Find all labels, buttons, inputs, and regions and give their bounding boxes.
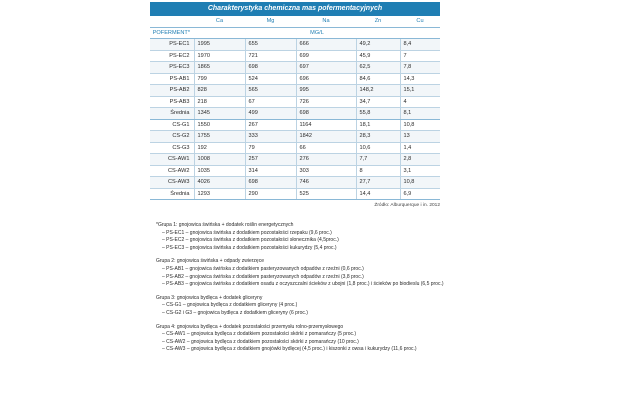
table-row — [150, 73, 440, 85]
table-cell: 699 — [296, 50, 356, 62]
legend-item: – PS-EC3 – gnojowica świńska z dodatkiem pozostałości kukurydzy (5,4 proc.) — [162, 244, 337, 251]
table-cell: 1995 — [194, 39, 245, 51]
table-cell: 15,1 — [400, 85, 440, 97]
legend-group — [156, 295, 446, 318]
legend-item: – PS-AB1 – gnojowica świńska z dodatkiem pasteryzowanych odpadów z rzeźni (0,6 proc.) — [162, 265, 364, 272]
legend-group-title: *Grupa 1: gnojowica świńska + dodatek roślin energetycznych — [156, 222, 294, 228]
table-cell: 1035 — [194, 165, 245, 177]
table-cell: 666 — [296, 39, 356, 51]
table-cell: 8,4 — [400, 39, 440, 51]
legend-item: – PS-AB3 – gnojowica świńska z dodatkiem osadu z oczyszczalni ścieków z ubojni (1,8 proc.) i ścieków po biodieslu (6,5 proc.) — [162, 281, 444, 288]
table-cell: 267 — [245, 119, 296, 131]
legend-item: – CS-G1 – gnojowica bydlęca z dodatkiem gliceryny (4 proc.) — [162, 302, 298, 309]
unit-row — [150, 27, 440, 39]
table-cell: 13 — [400, 131, 440, 143]
table-cell: 1970 — [194, 50, 245, 62]
legend-group-title: Grupa 3: gnojowica bydlęca + dodatek gliceryny — [156, 294, 263, 301]
row-label: CS-G2 — [150, 131, 194, 143]
legend-item: – PS-EC1 – gnojowica świńska z dodatkiem pozostałości rzepaku (9,6 proc.) — [162, 229, 332, 236]
row-label: CS-AW3 — [150, 177, 194, 189]
table-cell: 79 — [245, 142, 296, 154]
table-cell: 10,8 — [400, 177, 440, 189]
table-cell: 1842 — [296, 131, 356, 143]
column-header-ca: Ca — [194, 16, 245, 27]
table-cell: 721 — [245, 50, 296, 62]
table-cell: 1865 — [194, 62, 245, 74]
table-cell: 14,4 — [356, 188, 400, 200]
row-label: CS-G3 — [150, 142, 194, 154]
legend-item: – CS-AW1 – gnojowica bydlęca z dodatkiem pozostałości skórki z pomarańczy (5 proc.) — [162, 331, 357, 338]
table-cell: 698 — [245, 177, 296, 189]
table-row — [150, 188, 440, 200]
table-cell: 84,6 — [356, 73, 400, 85]
table-cell: 290 — [245, 188, 296, 200]
legend — [156, 222, 446, 360]
table-cell: 66 — [296, 142, 356, 154]
table-cell: 314 — [245, 165, 296, 177]
legend-item: – CS-AW2 – gnojowica bydlęca z dodatkiem pozostałości skórki z pomarańczy (10 proc.) — [162, 338, 359, 345]
table-cell: 1293 — [194, 188, 245, 200]
table-cell: 828 — [194, 85, 245, 97]
column-header-cu: Cu — [400, 16, 440, 27]
table-cell: 10,6 — [356, 142, 400, 154]
table-cell: 524 — [245, 73, 296, 85]
table-cell: 746 — [296, 177, 356, 189]
table-cell: 1755 — [194, 131, 245, 143]
table-cell: 10,8 — [400, 119, 440, 131]
chemistry-table-panel — [150, 2, 440, 210]
table-cell: 995 — [296, 85, 356, 97]
corner-label: POFERMENT* — [150, 27, 194, 39]
table-cell: 698 — [296, 108, 356, 120]
table-cell: 257 — [245, 154, 296, 166]
table-cell: 2,8 — [400, 154, 440, 166]
table-row — [150, 165, 440, 177]
table-cell: 49,2 — [356, 39, 400, 51]
row-label: PS-EC2 — [150, 50, 194, 62]
header-blank — [150, 16, 194, 27]
table-cell: 7,7 — [356, 154, 400, 166]
legend-group-title: Grupa 4: gnojowica bydlęca + dodatek pozostałości przemysłu rolno-przemysłowego — [156, 323, 344, 330]
table-cell: 45,9 — [356, 50, 400, 62]
table-row — [150, 50, 440, 62]
column-header-zn: Zn — [356, 16, 400, 27]
table-cell: 1008 — [194, 154, 245, 166]
table-cell: 62,5 — [356, 62, 400, 74]
table-cell: 6,9 — [400, 188, 440, 200]
table-body — [150, 39, 440, 200]
header-row — [150, 16, 440, 27]
table-cell: 218 — [194, 96, 245, 108]
table-cell: 8 — [356, 165, 400, 177]
table-cell: 27,7 — [356, 177, 400, 189]
legend-item: – PS-EC2 – gnojowica świńska z dodatkiem pozostałości słonecznika (4,5proc.) — [162, 237, 339, 244]
row-label: PS-AB1 — [150, 73, 194, 85]
table-cell: 1345 — [194, 108, 245, 120]
table-cell: 7,8 — [400, 62, 440, 74]
table-title: Charakterystyka chemiczna mas pofermentacyjnych — [150, 2, 440, 16]
legend-item: – CS-AW3 – gnojowica bydlęca z dodatkiem gnojówki bydlęcej (4,5 proc.) i kiszonki z owsa i kukurydzy (11,6 proc.) — [162, 346, 417, 353]
column-header-na: Na — [296, 16, 356, 27]
table-cell: 655 — [245, 39, 296, 51]
legend-group-title: Grupa 2: gnojowica świńska + odpady zwierzęce — [156, 258, 264, 265]
table-cell: 276 — [296, 154, 356, 166]
table-cell: 697 — [296, 62, 356, 74]
column-header-mg: Mg — [245, 16, 296, 27]
table-cell: 34,7 — [356, 96, 400, 108]
source-note: Źródło: Alburquerque i in. 2012 — [374, 203, 440, 208]
table-cell: 4026 — [194, 177, 245, 189]
legend-item: – CS-G2 i G3 – gnojowica bydlęca z dodatkiem gliceryny (6 proc.) — [162, 309, 308, 316]
table-cell: 192 — [194, 142, 245, 154]
table-cell: 148,2 — [356, 85, 400, 97]
row-label: PS-EC3 — [150, 62, 194, 74]
chemistry-table — [150, 16, 440, 200]
table-cell: 1550 — [194, 119, 245, 131]
table-row — [150, 131, 440, 143]
table-cell: 799 — [194, 73, 245, 85]
table-cell: 28,3 — [356, 131, 400, 143]
table-cell: 698 — [245, 62, 296, 74]
table-row — [150, 108, 440, 120]
table-cell: 696 — [296, 73, 356, 85]
table-cell: 565 — [245, 85, 296, 97]
table-cell: 303 — [296, 165, 356, 177]
table-cell: 1,4 — [400, 142, 440, 154]
table-row — [150, 119, 440, 131]
table-cell: 726 — [296, 96, 356, 108]
row-label: PS-AB2 — [150, 85, 194, 97]
row-label: Średnia — [150, 188, 194, 200]
table-cell: 18,1 — [356, 119, 400, 131]
table-row — [150, 154, 440, 166]
row-label: Średnia — [150, 108, 194, 120]
table-cell: 333 — [245, 131, 296, 143]
legend-item: – PS-AB2 – gnojowica świńska z dodatkiem pasteryzowanych odpadów z rzeźni (3,8 proc.) — [162, 273, 364, 280]
table-row — [150, 142, 440, 154]
table-cell: 14,3 — [400, 73, 440, 85]
table-row — [150, 62, 440, 74]
table-cell: 8,1 — [400, 108, 440, 120]
row-label: CS-AW1 — [150, 154, 194, 166]
unit-label: MG/L — [194, 27, 440, 39]
legend-group — [156, 324, 446, 354]
row-label: PS-AB3 — [150, 96, 194, 108]
legend-group — [156, 258, 446, 288]
table-cell: 1164 — [296, 119, 356, 131]
table-cell: 499 — [245, 108, 296, 120]
table-row — [150, 96, 440, 108]
table-row — [150, 85, 440, 97]
table-cell: 525 — [296, 188, 356, 200]
table-cell: 7 — [400, 50, 440, 62]
row-label: PS-EC1 — [150, 39, 194, 51]
table-row — [150, 177, 440, 189]
table-row — [150, 39, 440, 51]
table-cell: 4 — [400, 96, 440, 108]
row-label: CS-AW2 — [150, 165, 194, 177]
row-label: CS-G1 — [150, 119, 194, 131]
legend-group — [156, 222, 446, 252]
table-cell: 3,1 — [400, 165, 440, 177]
table-cell: 67 — [245, 96, 296, 108]
table-cell: 55,8 — [356, 108, 400, 120]
